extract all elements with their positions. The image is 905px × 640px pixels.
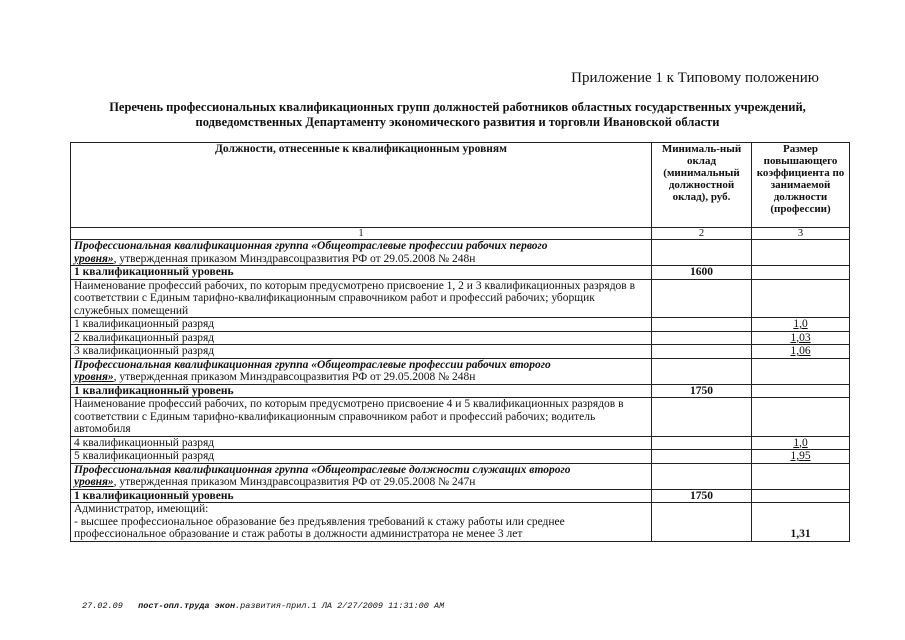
group-row: [71, 358, 850, 384]
level-salary: 1600: [652, 266, 752, 280]
rank-label: 1 квалификационный разряд: [71, 318, 652, 332]
profession-description: Наименование профессий рабочих, по которым предусмотрено присвоение 1, 2 и 3 квалификационных разрядов в соответствии с Единым тарифно-квалификационным справочником работ и профессий рабочих; уборщик служебных помещений: [71, 279, 652, 318]
title-line-1: Перечень профессиональных квалификационных групп должностей работников областных государственных учреждений,: [109, 100, 806, 114]
description-row: [71, 279, 850, 318]
rank-row: [71, 436, 850, 450]
group-1-order: , утвержденная приказом Минздравсоцразвития РФ от 29.05.2008 № 248н: [113, 252, 476, 265]
col-number-2: 2: [652, 228, 752, 240]
group-1-name-tail: уровня»: [74, 252, 114, 265]
level-row: [71, 489, 850, 503]
group-row: [71, 463, 850, 489]
rank-row: [71, 345, 850, 359]
file-footer: [82, 601, 444, 611]
group-3-order: , утвержденная приказом Минздравсоцразвития РФ от 29.05.2008 № 247н: [113, 476, 476, 488]
rank-label: 4 квалификационный разряд: [71, 436, 652, 450]
rank-coefficient: 1,06: [790, 345, 811, 357]
description-row: [71, 398, 850, 437]
group-3-name: Профессиональная квалификационная группа «Общеотраслевые должности служащих второго: [74, 463, 571, 476]
level-label: 1 квалификационный уровень: [71, 489, 652, 503]
col1-header: Должности, отнесенные к квалификационным уровням: [71, 143, 652, 228]
rank-label: 5 квалификационный разряд: [71, 450, 652, 464]
rank-coefficient: 1,0: [793, 318, 808, 330]
col2-header: Минималь-ный оклад (минимальный должностной оклад), руб.: [652, 143, 752, 228]
level-row: [71, 384, 850, 398]
description-row: [71, 503, 850, 542]
rank-coefficient: 1,03: [790, 331, 811, 344]
group-2-name: Профессиональная квалификационная группа «Общеотраслевые профессии рабочих второго: [74, 358, 551, 371]
group-2-order: , утвержденная приказом Минздравсоцразвития РФ от 29.05.2008 № 248н: [113, 371, 476, 383]
rank-coefficient: 1,95: [790, 450, 811, 462]
level-row: [71, 266, 850, 280]
administrator-coefficient: 1,31: [752, 503, 850, 542]
group-2-name-tail: уровня»: [74, 371, 114, 383]
col-number-1: 1: [71, 228, 652, 240]
col-number-3: 3: [752, 228, 850, 240]
footer-file-prefix: пост-опл.труда экон: [138, 601, 236, 611]
rank-label: 2 квалификационный разряд: [71, 331, 652, 345]
level-salary: 1750: [652, 489, 752, 503]
group-row: [71, 240, 850, 266]
document-title: [70, 100, 845, 130]
level-salary: 1750: [652, 384, 752, 398]
table-header-row: [71, 143, 850, 228]
rank-label: 3 квалификационный разряд: [71, 345, 652, 359]
appendix-note: Приложение 1 к Типовому положению: [571, 70, 819, 86]
level-label: 1 квалификационный уровень: [71, 266, 652, 280]
rank-row: [71, 450, 850, 464]
group-2-cell: [71, 358, 652, 384]
level-label: 1 квалификационный уровень: [71, 384, 652, 398]
column-number-row: [71, 228, 850, 240]
footer-file-rest: .развития-прил.1 ЛА 2/27/2009 11:31:00 AM: [235, 601, 445, 611]
administrator-title: Администратор, имеющий:: [74, 503, 209, 515]
rank-coefficient: 1,0: [793, 436, 808, 449]
rank-row: [71, 318, 850, 332]
administrator-requirements: - высшее профессиональное образование без предъявления требований к стажу работы или среднее профессиональное образование и стаж работы в должности администратора не менее 3 лет: [74, 515, 565, 540]
administrator-description: [71, 503, 652, 542]
qualification-groups-table: [70, 142, 850, 542]
group-1-cell: [71, 240, 652, 266]
profession-description: Наименование профессий рабочих, по которым предусмотрено присвоение 4 и 5 квалификационных разрядов в соответствии с Единым тарифно-квалификационным справочником работ и профессий рабочих; водитель автомобиля: [71, 398, 652, 437]
group-1-name: Профессиональная квалификационная группа «Общеотраслевые профессии рабочих первого: [74, 240, 548, 252]
group-3-name-tail: уровня»: [74, 476, 114, 488]
group-3-cell: [71, 463, 652, 489]
col3-header: Размер повышающего коэффициента по занимаемой должности (профессии): [752, 143, 850, 228]
rank-row: [71, 331, 850, 345]
title-line-2: подведомственных Департаменту экономического развития и торговли Ивановской области: [195, 115, 720, 129]
footer-date: 27.02.09: [82, 601, 123, 611]
